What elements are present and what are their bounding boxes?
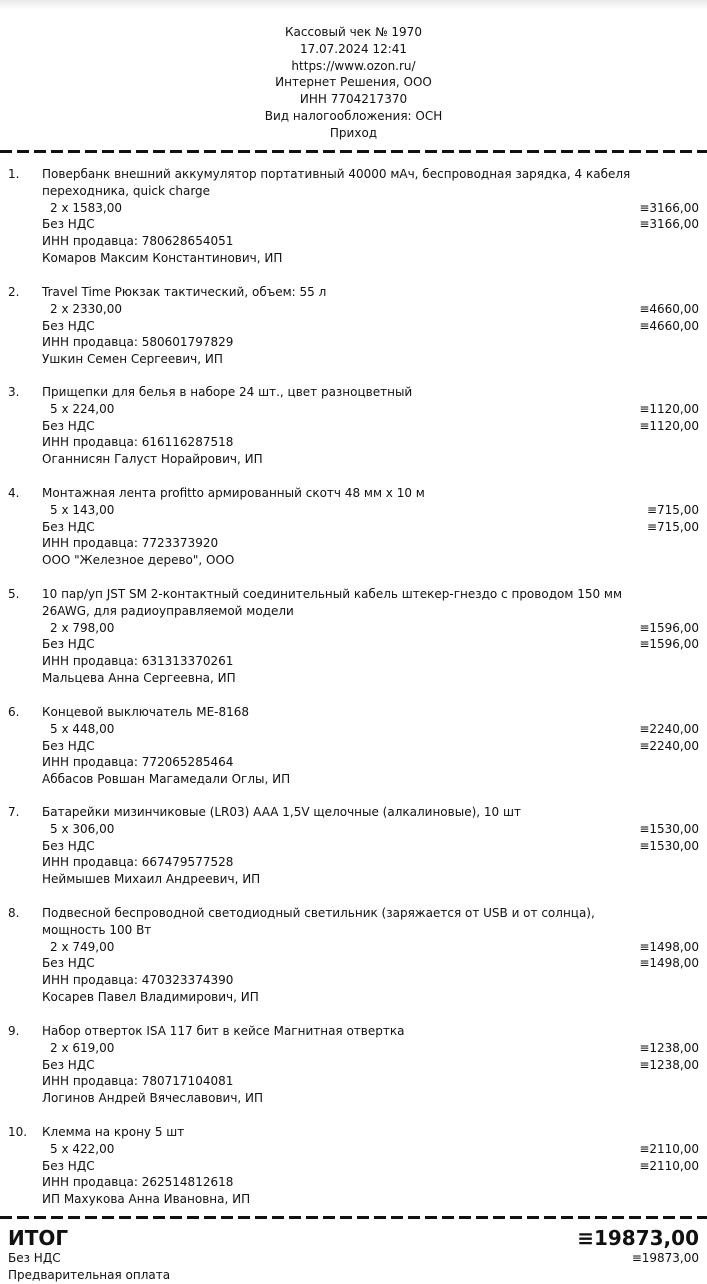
item-number: 8. bbox=[8, 906, 20, 920]
item-qty-price: 5 x 448,00 bbox=[50, 721, 115, 736]
item-seller: ИП Махукова Анна Ивановна, ИП bbox=[42, 1192, 251, 1207]
item-number: 7. bbox=[8, 805, 20, 819]
top-shadow bbox=[0, 0, 707, 10]
item-number: 4. bbox=[8, 486, 20, 500]
item-seller-inn-row bbox=[0, 233, 707, 250]
item-sum: ≡1498,00 bbox=[639, 939, 699, 954]
item-name: Повербанк внешний аккумулятор портативный 40000 мАч, беспроводная зарядка, 4 кабеля bbox=[42, 167, 631, 181]
item-vat-sum: ≡1120,00 bbox=[639, 418, 699, 433]
item-vat-sum: ≡1238,00 bbox=[639, 1057, 699, 1072]
item-qty-price: 2 x 749,00 bbox=[50, 939, 115, 954]
item-vat-sum: ≡3166,00 bbox=[639, 217, 699, 232]
item-seller: ООО "Железное дерево", ООО bbox=[42, 553, 235, 568]
item-seller-inn-row bbox=[0, 854, 707, 871]
item-vat: Без НДС bbox=[42, 956, 95, 971]
item-name-line bbox=[0, 485, 707, 502]
item-number: 10. bbox=[8, 1125, 28, 1139]
item-seller-inn-row bbox=[0, 1073, 707, 1090]
item-qty-row bbox=[0, 721, 707, 738]
item-vat-row bbox=[0, 738, 707, 755]
receipt-operation: Приход bbox=[329, 125, 378, 140]
item-seller-row bbox=[0, 451, 707, 468]
total-row bbox=[0, 1224, 707, 1252]
item-vat: Без НДС bbox=[42, 217, 95, 232]
item-seller-inn-row bbox=[0, 535, 707, 552]
item-seller-inn: ИНН продавца: 667479577528 bbox=[42, 855, 234, 870]
item-vat-row bbox=[0, 1158, 707, 1175]
divider-bottom bbox=[0, 1216, 707, 1219]
item-number: 1. bbox=[8, 167, 20, 181]
total-label: ИТОГ bbox=[8, 1226, 69, 1250]
item-sum: ≡1238,00 bbox=[639, 1040, 699, 1055]
item-seller-inn: ИНН продавца: 7723373920 bbox=[42, 536, 219, 551]
item-seller: Косарев Павел Владимирович, ИП bbox=[42, 989, 259, 1004]
receipt-item bbox=[0, 1124, 707, 1208]
item-vat-sum: ≡715,00 bbox=[646, 519, 699, 534]
item-vat: Без НДС bbox=[42, 1057, 95, 1072]
item-seller-row bbox=[0, 1090, 707, 1107]
item-vat: Без НДС bbox=[42, 318, 95, 333]
item-seller-row bbox=[0, 989, 707, 1006]
item-name: Концевой выключатель ME-8168 bbox=[42, 705, 250, 719]
item-seller-inn: ИНН продавца: 780717104081 bbox=[42, 1074, 234, 1089]
item-seller-inn: ИНН продавца: 580601797829 bbox=[42, 335, 234, 350]
item-vat: Без НДС bbox=[42, 519, 95, 534]
item-name-line bbox=[0, 603, 707, 620]
receipt-item bbox=[0, 1023, 707, 1107]
item-seller: Неймышев Михаил Андреевич, ИП bbox=[42, 872, 261, 887]
item-name: Подвесной беспроводной светодиодный светильник (заряжается от USB и от солнца), bbox=[42, 906, 595, 920]
item-seller-row bbox=[0, 670, 707, 687]
receipt-item bbox=[0, 384, 707, 468]
receipt-company: Интернет Решения, ООО bbox=[275, 75, 432, 90]
item-name-line bbox=[0, 284, 707, 301]
item-seller-inn: ИНН продавца: 262514812618 bbox=[42, 1175, 234, 1190]
item-name: Набор отверток ISA 117 бит в кейсе Магнитная отвертка bbox=[42, 1024, 405, 1038]
item-sum: ≡1596,00 bbox=[639, 620, 699, 635]
receipt-site: https://www.ozon.ru/ bbox=[291, 58, 416, 73]
divider-top bbox=[0, 150, 707, 153]
total-vat-row bbox=[0, 1250, 707, 1267]
item-qty-price: 5 x 422,00 bbox=[50, 1141, 115, 1156]
item-name-line bbox=[0, 704, 707, 721]
item-name: переходника, quick charge bbox=[42, 183, 211, 198]
item-seller: Оганнисян Галуст Норайрович, ИП bbox=[42, 452, 263, 467]
item-seller-inn-row bbox=[0, 1174, 707, 1191]
item-name: Прищепки для белья в наборе 24 шт., цвет разноцветный bbox=[42, 385, 413, 399]
item-sum: ≡4660,00 bbox=[639, 301, 699, 316]
item-qty-price: 5 x 306,00 bbox=[50, 821, 115, 836]
item-seller-inn-row bbox=[0, 334, 707, 351]
payment-type: Предварительная оплата bbox=[8, 1268, 171, 1282]
item-vat-sum: ≡1596,00 bbox=[639, 637, 699, 652]
item-seller-inn: ИНН продавца: 631313370261 bbox=[42, 654, 234, 669]
total-value: ≡19873,00 bbox=[577, 1226, 699, 1250]
item-name: 26AWG, для радиоуправляемой модели bbox=[42, 603, 294, 618]
item-qty-row bbox=[0, 1141, 707, 1158]
item-seller: Мальцева Анна Сергеевна, ИП bbox=[42, 670, 236, 685]
receipt-item bbox=[0, 905, 707, 1006]
receipt-title: Кассовый чек № 1970 bbox=[285, 25, 422, 39]
receipt-item bbox=[0, 284, 707, 368]
item-vat-sum: ≡2110,00 bbox=[639, 1158, 699, 1173]
item-vat-sum: ≡1530,00 bbox=[639, 838, 699, 853]
item-vat-row bbox=[0, 955, 707, 972]
receipt-datetime: 17.07.2024 12:41 bbox=[299, 41, 408, 56]
item-number: 5. bbox=[8, 587, 20, 601]
item-seller-inn: ИНН продавца: 616116287518 bbox=[42, 435, 234, 450]
item-vat-row bbox=[0, 1057, 707, 1074]
item-qty-price: 2 x 2330,00 bbox=[50, 301, 122, 316]
item-seller-inn-row bbox=[0, 434, 707, 451]
item-name-line bbox=[0, 1023, 707, 1040]
item-vat: Без НДС bbox=[42, 637, 95, 652]
item-vat-row bbox=[0, 318, 707, 335]
item-name-line bbox=[0, 183, 707, 200]
item-vat: Без НДС bbox=[42, 418, 95, 433]
item-qty-price: 5 x 224,00 bbox=[50, 401, 115, 416]
receipt-item bbox=[0, 485, 707, 569]
receipt-header bbox=[0, 24, 707, 142]
item-seller-row bbox=[0, 351, 707, 368]
item-name: Клемма на крону 5 шт bbox=[42, 1125, 185, 1139]
item-name: мощность 100 Вт bbox=[42, 922, 152, 937]
item-qty-price: 2 x 798,00 bbox=[50, 620, 115, 635]
item-vat-sum: ≡1498,00 bbox=[639, 956, 699, 971]
item-vat-row bbox=[0, 418, 707, 435]
item-name-line bbox=[0, 922, 707, 939]
item-seller-inn-row bbox=[0, 653, 707, 670]
item-name-line bbox=[0, 384, 707, 401]
item-name-line bbox=[0, 905, 707, 922]
receipt-item bbox=[0, 704, 707, 788]
item-name-line bbox=[0, 586, 707, 603]
item-seller: Ушкин Семен Сергеевич, ИП bbox=[42, 352, 223, 367]
item-sum: ≡2240,00 bbox=[639, 721, 699, 736]
item-vat-sum: ≡4660,00 bbox=[639, 318, 699, 333]
item-vat-row bbox=[0, 519, 707, 536]
item-qty-row bbox=[0, 401, 707, 418]
item-seller-row bbox=[0, 871, 707, 888]
item-name-line bbox=[0, 804, 707, 821]
receipt-item bbox=[0, 804, 707, 888]
item-vat-row bbox=[0, 636, 707, 653]
item-qty-row bbox=[0, 301, 707, 318]
item-name-line bbox=[0, 1124, 707, 1141]
item-number: 2. bbox=[8, 285, 20, 299]
item-number: 9. bbox=[8, 1024, 20, 1038]
item-vat: Без НДС bbox=[42, 1158, 95, 1173]
item-qty-row bbox=[0, 821, 707, 838]
item-sum: ≡1530,00 bbox=[639, 821, 699, 836]
item-vat-row bbox=[0, 838, 707, 855]
item-qty-row bbox=[0, 620, 707, 637]
item-qty-row bbox=[0, 502, 707, 519]
item-qty-row bbox=[0, 939, 707, 956]
item-seller-row bbox=[0, 1191, 707, 1208]
item-seller-inn: ИНН продавца: 780628654051 bbox=[42, 234, 234, 249]
item-number: 3. bbox=[8, 385, 20, 399]
item-seller-inn-row bbox=[0, 972, 707, 989]
item-seller-row bbox=[0, 771, 707, 788]
item-seller-inn-row bbox=[0, 754, 707, 771]
total-vat-label: Без НДС bbox=[8, 1251, 61, 1265]
item-qty-price: 5 x 143,00 bbox=[50, 502, 115, 517]
item-seller-inn: ИНН продавца: 470323374390 bbox=[42, 973, 234, 988]
receipt-item bbox=[0, 586, 707, 687]
item-sum: ≡3166,00 bbox=[639, 200, 699, 215]
receipt-item bbox=[0, 166, 707, 267]
payment-row bbox=[0, 1267, 707, 1284]
item-seller: Аббасов Ровшан Магамедали Оглы, ИП bbox=[42, 772, 291, 787]
item-name: Батарейки мизинчиковые (LR03) AAA 1,5V щелочные (алкалиновые), 10 шт bbox=[42, 805, 521, 819]
item-seller-row bbox=[0, 250, 707, 267]
item-vat-row bbox=[0, 216, 707, 233]
item-sum: ≡2110,00 bbox=[639, 1141, 699, 1156]
item-qty-row bbox=[0, 1040, 707, 1057]
item-number: 6. bbox=[8, 705, 20, 719]
item-seller-row bbox=[0, 552, 707, 569]
item-qty-price: 2 x 1583,00 bbox=[50, 200, 122, 215]
item-vat: Без НДС bbox=[42, 738, 95, 753]
item-name: Монтажная лента profitto армированный скотч 48 мм x 10 м bbox=[42, 486, 425, 500]
item-sum: ≡715,00 bbox=[646, 502, 699, 517]
receipt-tax-system: Вид налогообложения: ОСН bbox=[264, 108, 443, 123]
item-sum: ≡1120,00 bbox=[639, 401, 699, 416]
item-seller: Комаров Максим Константинович, ИП bbox=[42, 250, 283, 265]
item-name-line bbox=[0, 166, 707, 183]
item-qty-row bbox=[0, 200, 707, 217]
total-vat-value: ≡19873,00 bbox=[631, 1251, 699, 1265]
receipt-inn: ИНН 7704217370 bbox=[299, 92, 408, 107]
item-name: 10 пар/уп JST SM 2-контактный соединительный кабель штекер-гнездо с проводом 150 мм bbox=[42, 587, 623, 601]
item-vat: Без НДС bbox=[42, 838, 95, 853]
item-qty-price: 2 x 619,00 bbox=[50, 1040, 115, 1055]
item-name: Travel Time Рюкзак тактический, объем: 55 л bbox=[42, 285, 327, 299]
item-seller-inn: ИНН продавца: 772065285464 bbox=[42, 755, 234, 770]
item-vat-sum: ≡2240,00 bbox=[639, 738, 699, 753]
item-seller: Логинов Андрей Вячеславович, ИП bbox=[42, 1091, 264, 1106]
